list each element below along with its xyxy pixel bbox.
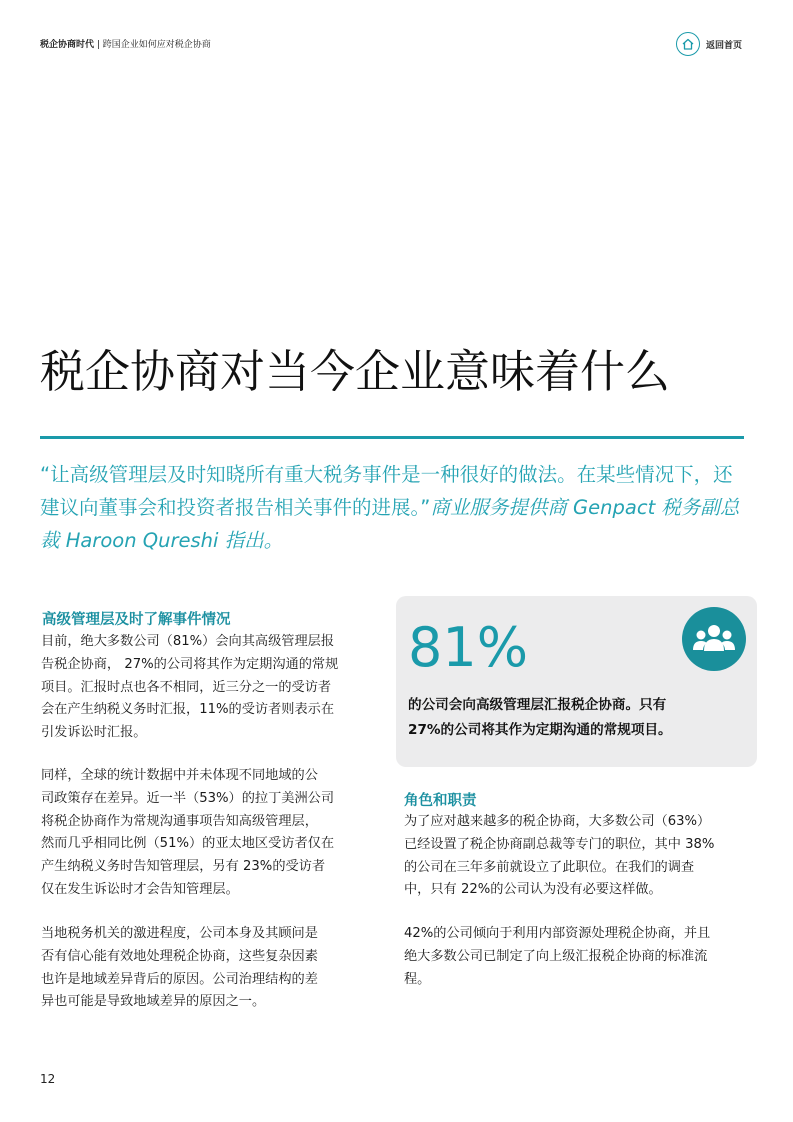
stat-description xyxy=(408,693,672,743)
right-paragraph-2 xyxy=(404,923,710,991)
section-heading-roles: 角色和职责 xyxy=(404,793,477,809)
stat-value: 81% xyxy=(408,616,529,679)
title-divider xyxy=(40,436,744,439)
header-brand: 税企协商时代 xyxy=(40,40,95,50)
header-separator: | xyxy=(94,40,103,50)
left-paragraph-3 xyxy=(41,923,318,1014)
home-label[interactable]: 返回首页 xyxy=(706,40,743,51)
text-line: 会在产生纳税义务时汇报，11%的受访者则表示在 xyxy=(41,702,335,718)
text-line: 中，只有 22%的公司认为没有必要这样做。 xyxy=(404,882,662,898)
text-line: 27%的公司将其作为定期沟通的常规项目。 xyxy=(408,722,672,738)
text-line: 也许是地域差异背后的原因。公司治理结构的差 xyxy=(41,971,318,987)
pull-quote xyxy=(40,458,745,557)
text-line: 同样，全球的统计数据中并未体现不同地域的公 xyxy=(41,768,318,783)
text-line: 司政策存在差异。近一半（53%）的拉丁美洲公司 xyxy=(41,790,335,806)
left-paragraph-2 xyxy=(41,765,334,902)
text-line: 然而几乎相同比例（51%）的亚太地区受访者仅在 xyxy=(41,836,335,852)
text-line: 仅在发生诉讼时才会告知管理层。 xyxy=(41,881,239,897)
text-line: 产生纳税义务时告知管理层，另有 23%的受访者 xyxy=(41,859,326,875)
group-people-icon xyxy=(682,607,746,671)
header-subtitle: 跨国企业如何应对税企协商 xyxy=(102,40,211,50)
text-line: 的公司在三年多前就设立了此职位。在我们的调查 xyxy=(404,859,695,875)
home-icon[interactable] xyxy=(676,32,700,56)
text-line: 绝大多数公司已制定了向上级汇报税企协商的标准流 xyxy=(404,948,708,964)
text-line: 为了应对越来越多的税企协商，大多数公司（63%） xyxy=(404,814,711,829)
text-line: 告税企协商， 27%的公司将其作为定期沟通的常规 xyxy=(41,656,339,672)
text-line: 异也可能是导致地域差异的原因之一。 xyxy=(41,994,266,1010)
text-line: 项目。汇报时点也各不相同，近三分之一的受访者 xyxy=(41,679,332,695)
home-link[interactable] xyxy=(676,32,742,56)
text-line: 42%的公司倾向于利用内部资源处理税企协商，并且 xyxy=(404,926,711,941)
text-line: 的公司会向高级管理层汇报税企协商。只有 xyxy=(408,697,667,713)
text-line: 当地税务机关的激进程度，公司本身及其顾问是 xyxy=(41,926,318,941)
text-line: 已经设置了税企协商副总裁等专门的职位，其中 38% xyxy=(404,836,715,852)
page-number: 12 xyxy=(40,1072,56,1086)
text-line: 程。 xyxy=(404,971,431,987)
quote-text: “让高级管理层及时知晓所有重大税务事件是一种很好的做法。在某些情况下，还建议向董事会和投资者报告相关事件的进展。” xyxy=(40,463,733,519)
text-line: 目前，绝大多数公司（81%）会向其高级管理层报 xyxy=(41,634,335,649)
page-title: 税企协商对当今企业意味着什么 xyxy=(40,345,671,398)
running-header xyxy=(40,37,211,50)
section-heading-management: 高级管理层及时了解事件情况 xyxy=(42,612,231,628)
quote-attribution: 商业服务提供商 Genpact 税务副总裁 Haroon Qureshi 指出。 xyxy=(40,496,740,552)
text-line: 引发诉讼时汇报。 xyxy=(41,725,147,741)
text-line: 将税企协商作为常规沟通事项告知高级管理层， xyxy=(41,813,318,829)
text-line: 否有信心能有效地处理税企协商，这些复杂因素 xyxy=(41,948,318,964)
left-paragraph-1 xyxy=(41,631,338,745)
right-paragraph-1 xyxy=(404,811,714,902)
